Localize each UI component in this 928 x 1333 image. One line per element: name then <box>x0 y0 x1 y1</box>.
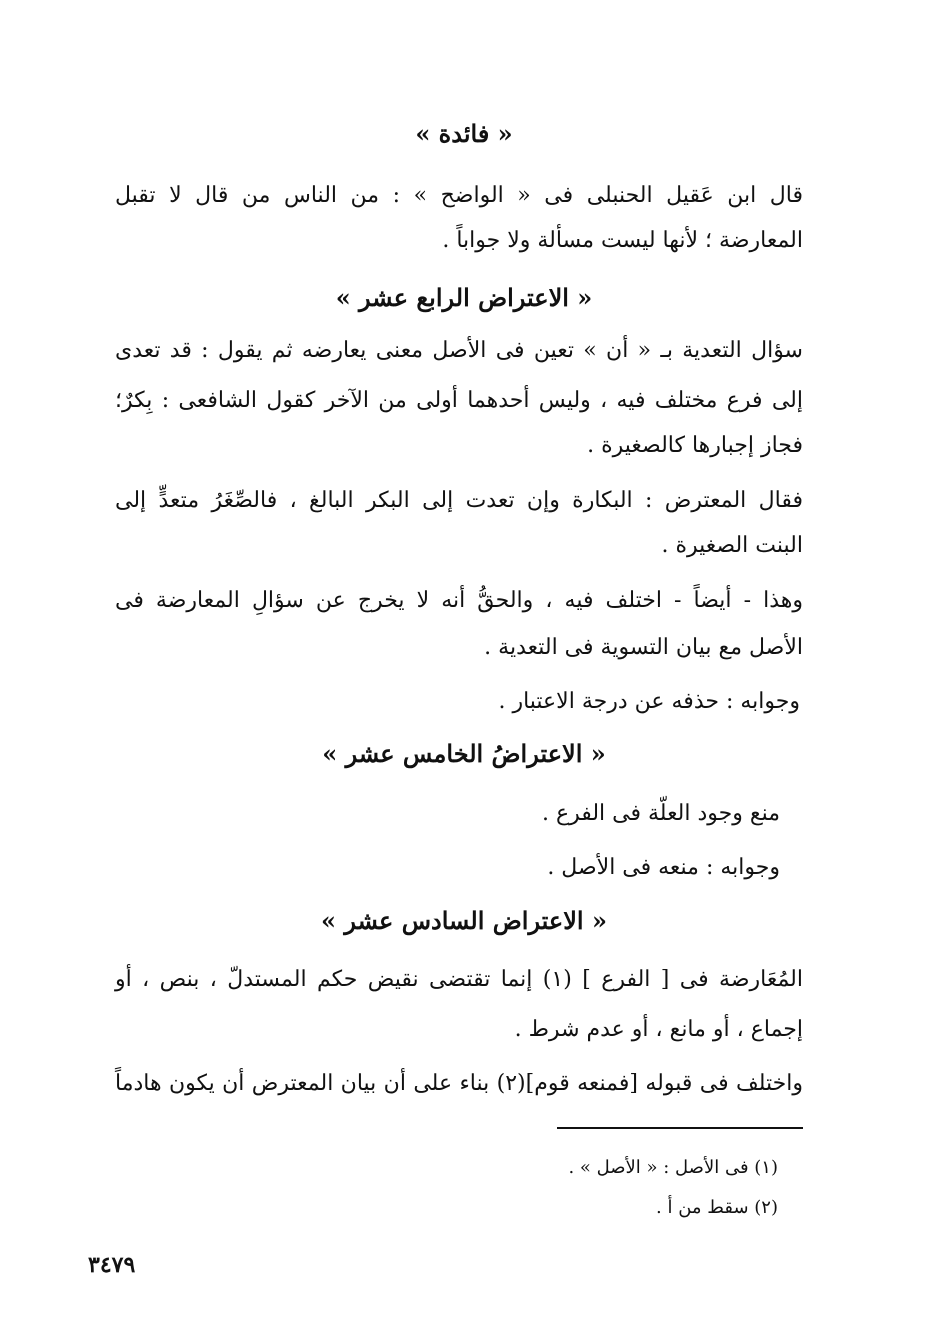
footnote: (٢) سقط من أ . <box>656 1197 778 1218</box>
section-title: « فائدة » <box>415 119 513 148</box>
section-heading: « الاعتراض السادس عشر » <box>321 906 607 935</box>
section-heading: « الاعتراضُ الخامس عشر » <box>322 739 606 768</box>
footnote-divider <box>557 1127 803 1129</box>
paragraph-line: البنت الصغيرة . <box>661 533 803 558</box>
paragraph-line: فقال المعترض : البكارة وإن تعدت إلى البكر البالغ ، فالصِّغَرُ متعدٍّ إلى <box>115 488 803 513</box>
paragraph-line: المعارضة ؛ لأنها ليست مسألة ولا جواباً . <box>442 228 803 253</box>
paragraph-line: إلى فرع مختلف فيه ، وليس أحدهما أولى من الآخر كقول الشافعى : بِكرٌ؛ <box>115 388 803 413</box>
paragraph-line: الأصل مع بيان التسوية فى التعدية . <box>484 635 803 660</box>
paragraph-line: المُعَارضة فى [ الفرع ] (١) إنما تقتضى نقيض حكم المستدلّ ، بنص ، أو <box>115 967 803 992</box>
page-number: ٣٤٧٩ <box>88 1252 136 1278</box>
paragraph-line: واختلف فى قبوله [فمنعه قوم](٢) بناء على أن بيان المعترض أن يكون هادماً <box>115 1071 803 1096</box>
paragraph-line: إجماع ، أو مانع ، أو عدم شرط . <box>514 1017 803 1042</box>
paragraph-line: فجاز إجبارها كالصغيرة . <box>587 433 803 458</box>
footnote: (١) فى الأصل : « الأصل » . <box>568 1157 778 1178</box>
paragraph-line: وجوابه : حذفه عن درجة الاعتبار . <box>498 689 800 714</box>
paragraph-line: وجوابه : منعه فى الأصل . <box>547 855 780 880</box>
paragraph-line: منع وجود العلّة فى الفرع . <box>541 801 780 826</box>
paragraph-line: قال ابن عَقيل الحنبلى فى « الواضح » : من الناس من قال لا تقبل <box>115 183 803 208</box>
paragraph-line: وهذا - أيضاً - اختلف فيه ، والحقُّ أنه لا يخرج عن سؤالِ المعارضة فى <box>115 588 803 613</box>
paragraph-line: سؤال التعدية بـ « أن » تعين فى الأصل معنى يعارضه ثم يقول : قد تعدى <box>115 338 803 363</box>
section-heading: « الاعتراض الرابع عشر » <box>335 283 593 312</box>
